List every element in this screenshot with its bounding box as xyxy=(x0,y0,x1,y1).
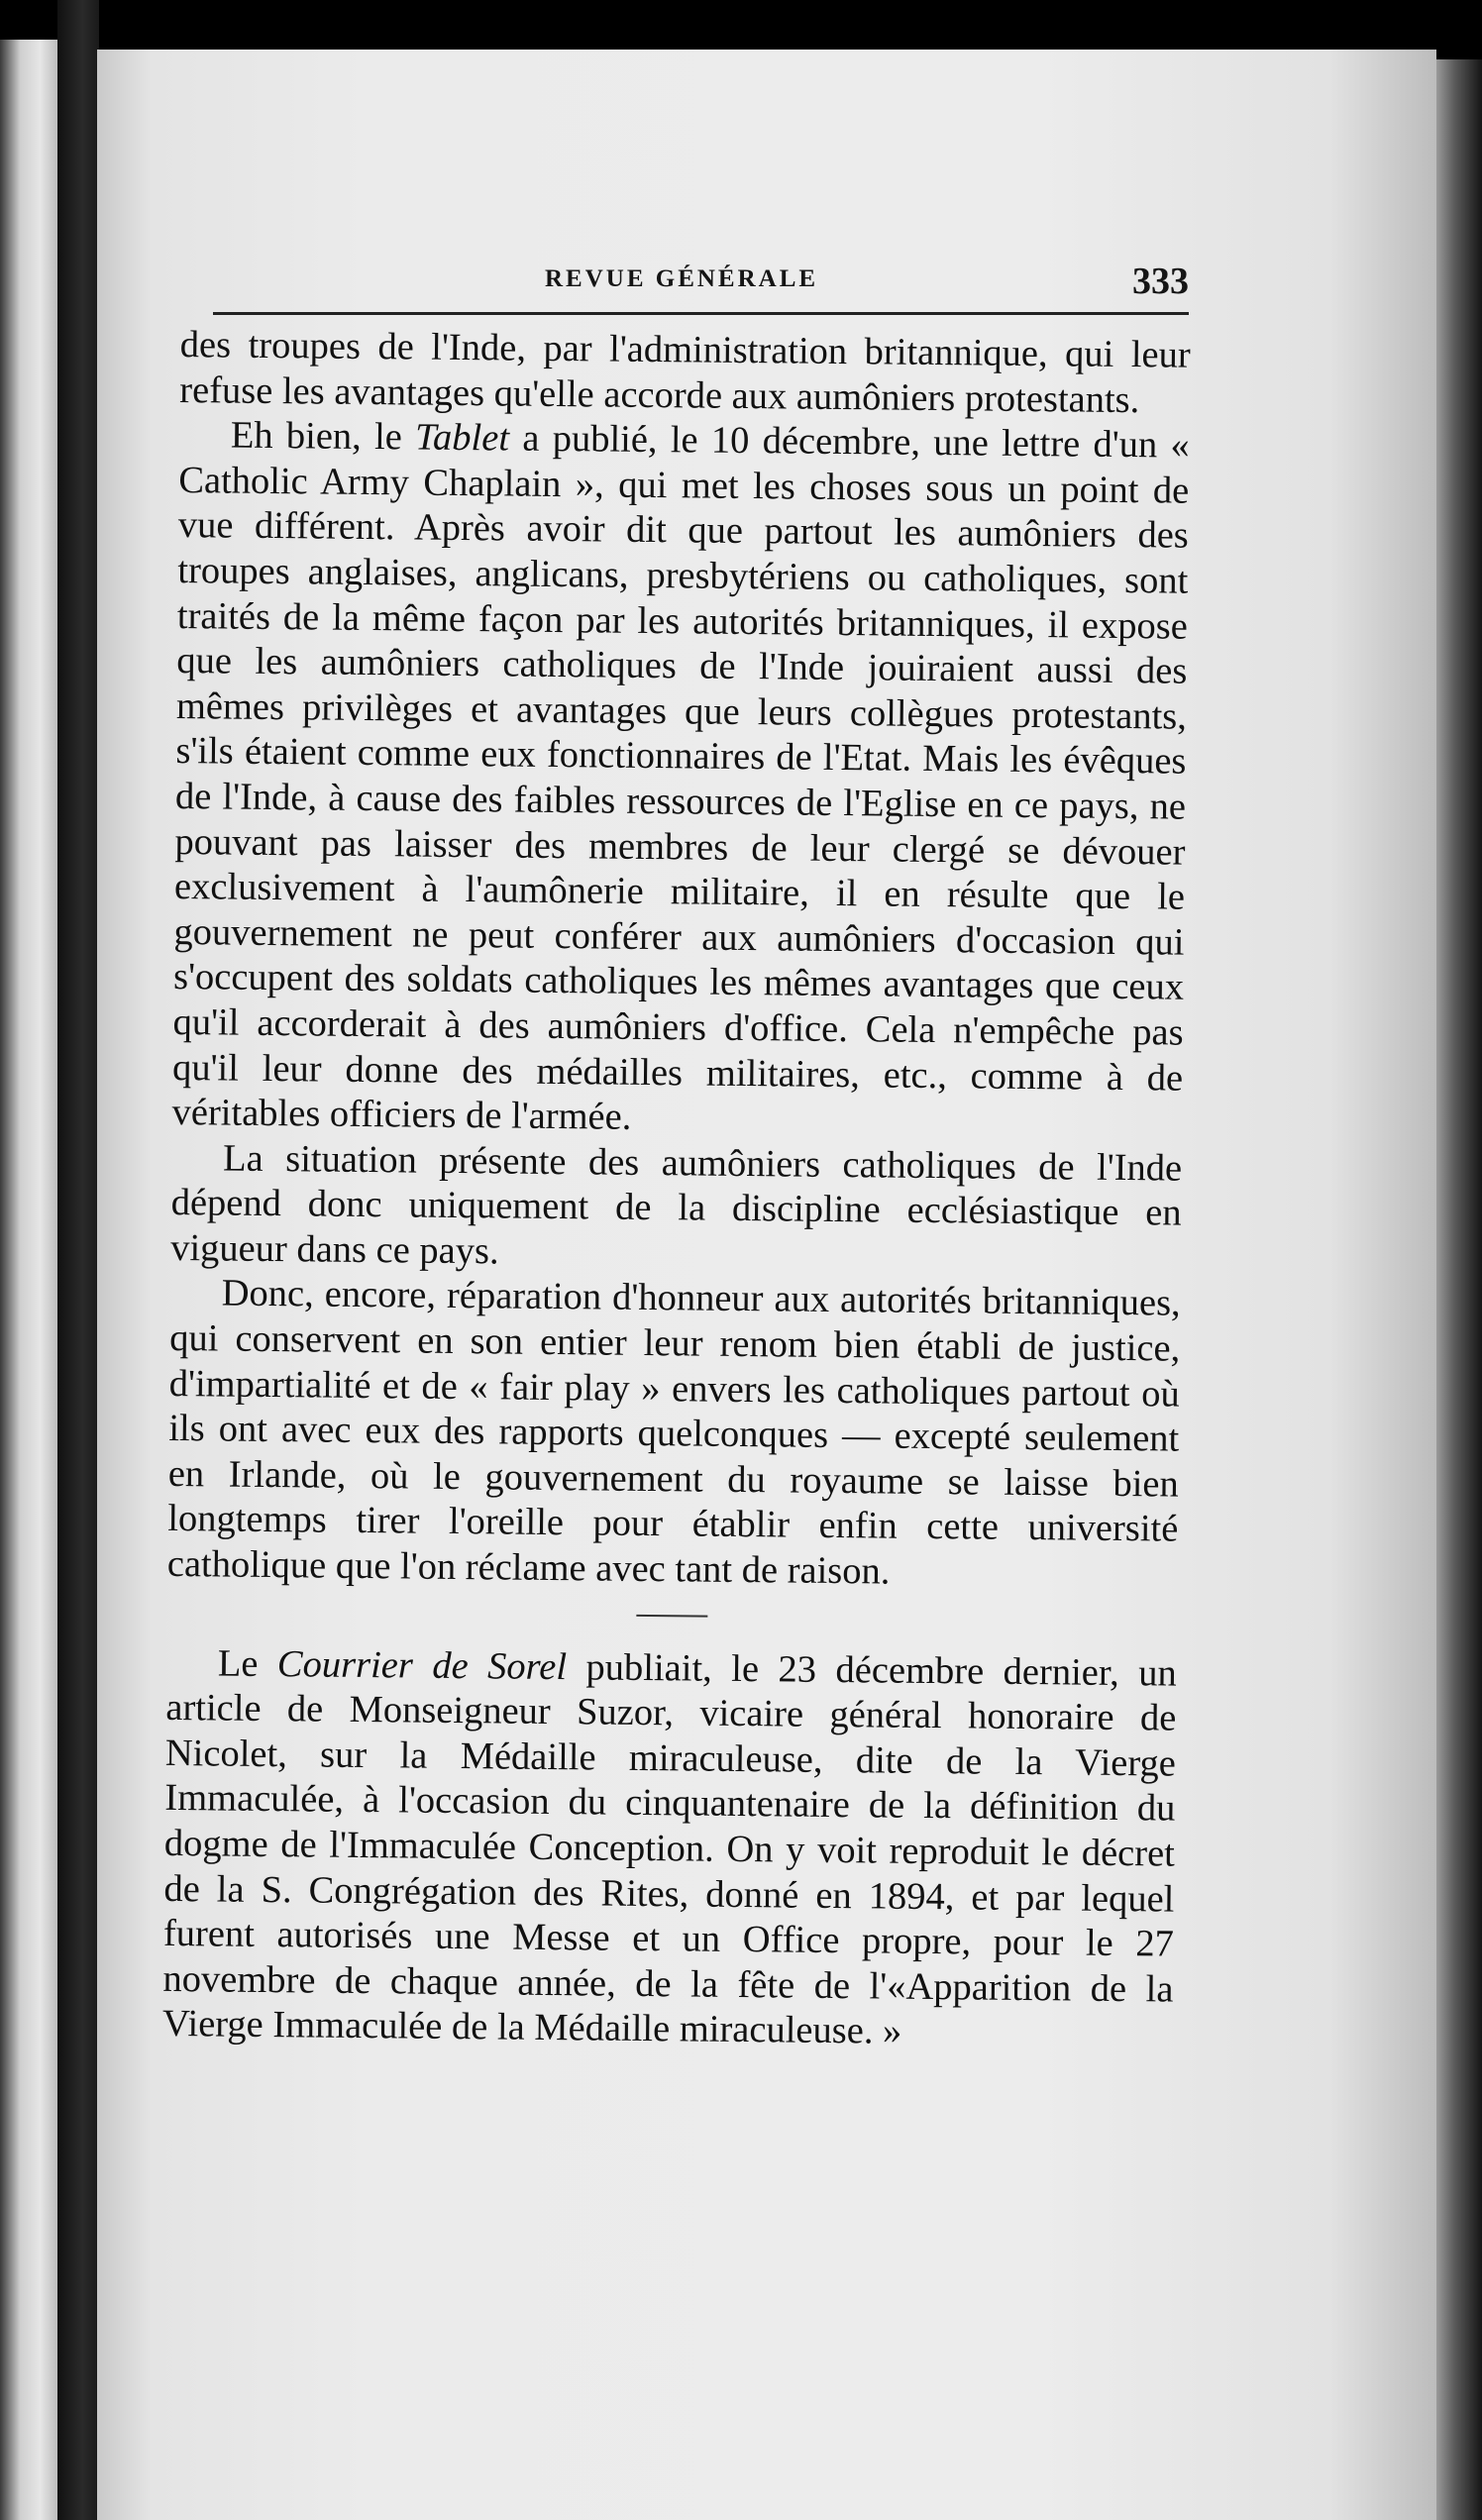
publication-title-tablet: Tablet xyxy=(414,416,510,460)
header-rule xyxy=(213,312,1189,315)
paragraph-text-rest: publiait, le 23 décembre dernier, un article de Monseigneur Suzor, vicaire général honoraire de Nicolet, sur la Médaille miraculeuse, dite de la Vierge Immaculée, à l'occasion du cinquantenaire de la définition du dogme de l'Immaculée Conception. On y voit reproduit le décret de la S. Congrégation des Rites, donné en 1894, et par lequel furent autorisés une Messe et un Office propre, pour le 27 novembre de chaque année, de la fête de l'«Apparition de la Vierge Immaculée de la Médaille miraculeuse. » xyxy=(161,1645,1177,2053)
paragraph-text-rest: a publié, le 10 décembre, une lettre d'un « Catholic Army Chaplain », qui met les choses sous un point de vue différent. Après avoir dit que partout les aumôniers des troupes anglaises, anglicans, presbytériens ou catholiques, sont traités de la même façon par les autorités britanniques, il expose que les aumôniers catholiques de l'Inde jouiraient aussi des mêmes privilèges et avantages que leurs collègues protestants, s'ils étaient comme eux fonctionnaires de l'Etat. Mais les évêques de l'Inde, à cause des faibles ressources de l'Eglise en ce pays, ne pouvant pas laisser des membres de leur clergé se dévouer exclusivement à l'aumônerie militaire, il en résulte que le gouvernement ne peut conférer aux aumôniers d'occasion qui s'occupent des soldats catholiques les mêmes avantages que ceux qu'il accorderait à des aumôniers d'office. Cela n'empêche pas qu'il leur donne des médailles militaires, etc., comme à de véritables officiers de l'armée. xyxy=(171,417,1190,1138)
paragraph-situation: La situation présente des aumôniers catholiques de l'Inde dépend donc uniquement de la discipline ecclésiastique en vigueur dans ce pays. xyxy=(170,1137,1183,1273)
running-title: REVUE GÉNÉRALE xyxy=(545,265,819,292)
paragraph-tablet-letter xyxy=(171,413,1190,1146)
body-text xyxy=(162,323,1191,2058)
page-number: 333 xyxy=(1132,261,1189,302)
paragraph-text-start: Eh bien, le xyxy=(230,414,416,459)
publication-title-courrier: Courrier de Sorel xyxy=(276,1642,568,1688)
paragraph-reparation: Donc, encore, réparation d'honneur aux autorités britanniques, qui conservent en son entier leur renom bien établi de justice, d'impartialité et de « fair play » envers les catholiques partout où ils ont avec eux des rapports quelconques — excepté seulement en Irlande, où le gouvernement du royaume se laisse bien longtemps tirer l'oreille pour établir enfin cette université catholique que l'on réclame avec tant de raison. xyxy=(166,1272,1181,1593)
previous-page-edge xyxy=(0,40,57,2520)
book-gutter xyxy=(57,0,99,2520)
paragraph-text-start: Le xyxy=(217,1642,278,1685)
paragraph-continued: des troupes de l'Inde, par l'administration britannique, qui leur refuse les avantages qu'elle accorde aux aumôniers protestants. xyxy=(179,323,1191,421)
paragraph-courrier-de-sorel xyxy=(162,1641,1177,2058)
page-header xyxy=(213,260,1189,309)
section-separator xyxy=(636,1615,707,1618)
page-right-edge-shadow xyxy=(1436,59,1482,2520)
